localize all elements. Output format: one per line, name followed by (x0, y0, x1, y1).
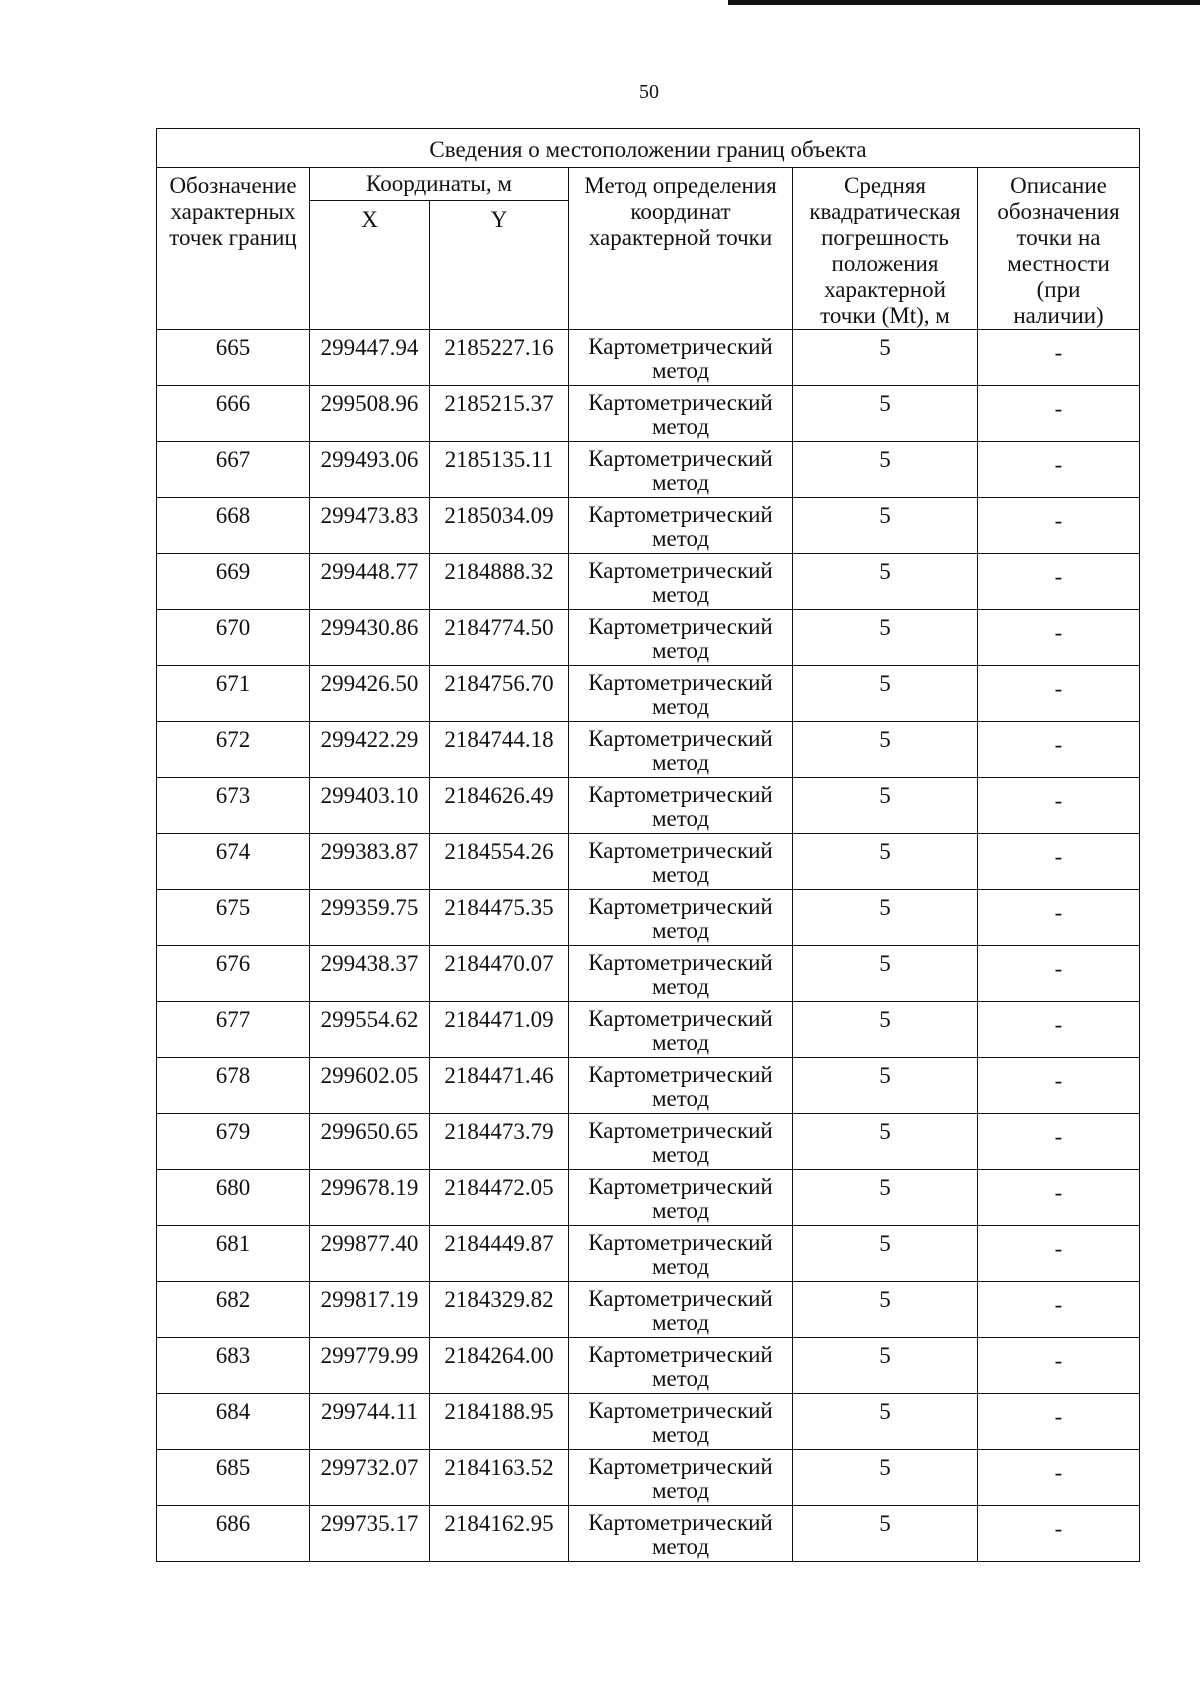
cell-method-line: Картометрический (588, 446, 773, 471)
cell-error: 5 (793, 946, 978, 1002)
cell-point: 668 (157, 498, 310, 554)
cell-method (569, 1450, 793, 1506)
cell-description: - (978, 722, 1140, 778)
cell-method (569, 498, 793, 554)
cell-description: - (978, 498, 1140, 554)
cell-method-line: метод (651, 1422, 710, 1447)
cell-x: 299678.19 (310, 1170, 430, 1226)
cell-method-line: метод (651, 750, 710, 775)
cell-y: 2185034.09 (430, 498, 569, 554)
table-row (157, 1338, 1140, 1394)
cell-error: 5 (793, 1450, 978, 1506)
header-description-line: наличии) (1013, 303, 1104, 328)
cell-method-line: Картометрический (588, 950, 773, 975)
cell-description: - (978, 1506, 1140, 1562)
cell-point: 674 (157, 834, 310, 890)
cell-point: 677 (157, 1002, 310, 1058)
cell-point: 670 (157, 610, 310, 666)
cell-description: - (978, 1226, 1140, 1282)
table-row (157, 386, 1140, 442)
cell-point: 686 (157, 1506, 310, 1562)
table-row (157, 666, 1140, 722)
cell-method-line: Картометрический (588, 1174, 773, 1199)
cell-x: 299650.65 (310, 1114, 430, 1170)
header-y: Y (430, 201, 569, 330)
cell-description: - (978, 1394, 1140, 1450)
header-error-line: Средняя (844, 173, 926, 198)
cell-y: 2184475.35 (430, 890, 569, 946)
table-header (157, 129, 1140, 330)
cell-method-line: метод (651, 1198, 710, 1223)
cell-point: 676 (157, 946, 310, 1002)
boundary-coordinates-table (156, 128, 1140, 1562)
table-row (157, 1114, 1140, 1170)
cell-error: 5 (793, 1002, 978, 1058)
cell-method-line: Картометрический (588, 838, 773, 863)
table-row (157, 834, 1140, 890)
cell-description: - (978, 442, 1140, 498)
cell-point: 665 (157, 330, 310, 386)
cell-method (569, 1114, 793, 1170)
cell-method (569, 1282, 793, 1338)
cell-x: 299735.17 (310, 1506, 430, 1562)
cell-x: 299426.50 (310, 666, 430, 722)
cell-y: 2185215.37 (430, 386, 569, 442)
cell-method-line: метод (651, 414, 710, 439)
cell-description: - (978, 666, 1140, 722)
cell-method (569, 1226, 793, 1282)
cell-point: 681 (157, 1226, 310, 1282)
cell-method-line: метод (651, 862, 710, 887)
cell-description: - (978, 1002, 1140, 1058)
cell-y: 2184472.05 (430, 1170, 569, 1226)
cell-point: 672 (157, 722, 310, 778)
cell-method-line: Картометрический (588, 614, 773, 639)
cell-error: 5 (793, 1114, 978, 1170)
cell-error: 5 (793, 1226, 978, 1282)
header-description-line: Описание (1010, 173, 1107, 198)
cell-y: 2184188.95 (430, 1394, 569, 1450)
cell-description: - (978, 1282, 1140, 1338)
cell-method-line: Картометрический (588, 334, 773, 359)
table-row (157, 1282, 1140, 1338)
cell-description: - (978, 834, 1140, 890)
table-row (157, 1226, 1140, 1282)
cell-point: 666 (157, 386, 310, 442)
cell-description: - (978, 1058, 1140, 1114)
cell-error: 5 (793, 834, 978, 890)
cell-method (569, 834, 793, 890)
cell-description: - (978, 554, 1140, 610)
table-row (157, 442, 1140, 498)
cell-description: - (978, 890, 1140, 946)
cell-x: 299447.94 (310, 330, 430, 386)
cell-description: - (978, 330, 1140, 386)
table-row (157, 1058, 1140, 1114)
cell-error: 5 (793, 666, 978, 722)
cell-error: 5 (793, 1506, 978, 1562)
cell-method (569, 1002, 793, 1058)
table-row (157, 330, 1140, 386)
cell-error: 5 (793, 890, 978, 946)
cell-method-line: метод (651, 694, 710, 719)
cell-method-line: Картометрический (588, 1062, 773, 1087)
cell-method-line: метод (651, 1534, 710, 1559)
cell-method-line: метод (651, 470, 710, 495)
cell-error: 5 (793, 442, 978, 498)
table-row (157, 1394, 1140, 1450)
cell-method-line: метод (651, 1030, 710, 1055)
table-row (157, 1002, 1140, 1058)
cell-point: 684 (157, 1394, 310, 1450)
table-row (157, 610, 1140, 666)
cell-point: 669 (157, 554, 310, 610)
cell-x: 299602.05 (310, 1058, 430, 1114)
cell-error: 5 (793, 1170, 978, 1226)
cell-y: 2184470.07 (430, 946, 569, 1002)
header-point (157, 168, 310, 330)
cell-method-line: Картометрический (588, 894, 773, 919)
header-method-line: координат (630, 199, 731, 224)
header-error-line: точки (Mt), м (820, 303, 950, 328)
cell-method-line: метод (651, 974, 710, 999)
table-row (157, 498, 1140, 554)
cell-method-line: метод (651, 638, 710, 663)
cell-method-line: Картометрический (588, 502, 773, 527)
cell-method-line: Картометрический (588, 1118, 773, 1143)
cell-x: 299554.62 (310, 1002, 430, 1058)
cell-point: 682 (157, 1282, 310, 1338)
cell-method (569, 442, 793, 498)
cell-method (569, 1338, 793, 1394)
cell-y: 2184162.95 (430, 1506, 569, 1562)
cell-method-line: метод (651, 1366, 710, 1391)
table-caption: Сведения о местоположении границ объекта (157, 129, 1140, 168)
cell-y: 2184473.79 (430, 1114, 569, 1170)
cell-y: 2184744.18 (430, 722, 569, 778)
cell-method-line: метод (651, 526, 710, 551)
cell-x: 299383.87 (310, 834, 430, 890)
cell-error: 5 (793, 554, 978, 610)
header-description-line: (при (1036, 277, 1081, 302)
cell-method-line: метод (651, 582, 710, 607)
cell-description: - (978, 778, 1140, 834)
cell-description: - (978, 1114, 1140, 1170)
cell-method (569, 1058, 793, 1114)
table-row (157, 1170, 1140, 1226)
cell-method (569, 1170, 793, 1226)
cell-method-line: Картометрический (588, 1342, 773, 1367)
cell-y: 2185227.16 (430, 330, 569, 386)
cell-point: 671 (157, 666, 310, 722)
cell-description: - (978, 610, 1140, 666)
cell-error: 5 (793, 778, 978, 834)
cell-description: - (978, 1450, 1140, 1506)
page-number: 50 (639, 81, 659, 103)
cell-point: 678 (157, 1058, 310, 1114)
header-point-line: точек границ (169, 225, 297, 250)
header-error (793, 168, 978, 330)
cell-x: 299359.75 (310, 890, 430, 946)
cell-method (569, 554, 793, 610)
cell-x: 299732.07 (310, 1450, 430, 1506)
cell-y: 2184626.49 (430, 778, 569, 834)
header-error-line: положения (831, 251, 939, 276)
cell-y: 2185135.11 (430, 442, 569, 498)
cell-method-line: Картометрический (588, 1398, 773, 1423)
header-description-line: обозначения (997, 199, 1120, 224)
cell-method-line: метод (651, 1142, 710, 1167)
cell-error: 5 (793, 1282, 978, 1338)
table-body (157, 330, 1140, 1562)
cell-x: 299448.77 (310, 554, 430, 610)
cell-y: 2184774.50 (430, 610, 569, 666)
cell-x: 299817.19 (310, 1282, 430, 1338)
cell-y: 2184756.70 (430, 666, 569, 722)
cell-point: 679 (157, 1114, 310, 1170)
cell-method-line: метод (651, 1254, 710, 1279)
cell-method (569, 386, 793, 442)
header-coordinates: Координаты, м (310, 168, 569, 201)
header-method-line: характерной точки (588, 225, 773, 250)
cell-method-line: Картометрический (588, 782, 773, 807)
cell-error: 5 (793, 610, 978, 666)
cell-point: 673 (157, 778, 310, 834)
cell-method-line: Картометрический (588, 726, 773, 751)
cell-method-line: метод (651, 358, 710, 383)
cell-method (569, 666, 793, 722)
cell-x: 299422.29 (310, 722, 430, 778)
cell-method-line: Картометрический (588, 670, 773, 695)
cell-method (569, 610, 793, 666)
cell-method-line: Картометрический (588, 558, 773, 583)
cell-method-line: Картометрический (588, 1510, 773, 1535)
cell-error: 5 (793, 330, 978, 386)
header-x: X (310, 201, 430, 330)
cell-error: 5 (793, 498, 978, 554)
cell-y: 2184888.32 (430, 554, 569, 610)
table-row (157, 946, 1140, 1002)
cell-method (569, 890, 793, 946)
cell-point: 683 (157, 1338, 310, 1394)
header-method-line: Метод определения (584, 173, 777, 198)
top-border-rule (728, 0, 1200, 5)
cell-x: 299430.86 (310, 610, 430, 666)
cell-x: 299473.83 (310, 498, 430, 554)
cell-method (569, 1394, 793, 1450)
cell-description: - (978, 386, 1140, 442)
cell-x: 299877.40 (310, 1226, 430, 1282)
cell-x: 299403.10 (310, 778, 430, 834)
cell-point: 675 (157, 890, 310, 946)
cell-description: - (978, 1338, 1140, 1394)
cell-point: 685 (157, 1450, 310, 1506)
cell-description: - (978, 1170, 1140, 1226)
header-error-line: квадратическая (809, 199, 961, 224)
cell-y: 2184264.00 (430, 1338, 569, 1394)
header-description (978, 168, 1140, 330)
cell-point: 667 (157, 442, 310, 498)
cell-x: 299508.96 (310, 386, 430, 442)
header-method (569, 168, 793, 330)
header-description-line: точки на (1016, 225, 1101, 250)
cell-y: 2184163.52 (430, 1450, 569, 1506)
table-row (157, 1450, 1140, 1506)
cell-method-line: метод (651, 1478, 710, 1503)
table-row (157, 554, 1140, 610)
cell-method-line: Картометрический (588, 1454, 773, 1479)
cell-method-line: Картометрический (588, 1006, 773, 1031)
cell-method (569, 722, 793, 778)
cell-y: 2184554.26 (430, 834, 569, 890)
header-error-line: погрешность (821, 225, 949, 250)
cell-method (569, 1506, 793, 1562)
cell-y: 2184471.09 (430, 1002, 569, 1058)
header-error-line: характерной (824, 277, 946, 302)
cell-y: 2184329.82 (430, 1282, 569, 1338)
cell-x: 299744.11 (310, 1394, 430, 1450)
header-description-line: местности (1007, 251, 1110, 276)
cell-method-line: Картометрический (588, 1230, 773, 1255)
cell-error: 5 (793, 722, 978, 778)
table-row (157, 778, 1140, 834)
header-point-line: характерных (170, 199, 296, 224)
cell-method-line: Картометрический (588, 1286, 773, 1311)
header-point-line: Обозначение (169, 173, 297, 198)
cell-point: 680 (157, 1170, 310, 1226)
table-row (157, 1506, 1140, 1562)
cell-error: 5 (793, 1394, 978, 1450)
cell-y: 2184449.87 (430, 1226, 569, 1282)
cell-error: 5 (793, 1058, 978, 1114)
cell-method (569, 330, 793, 386)
cell-description: - (978, 946, 1140, 1002)
cell-method-line: метод (651, 1086, 710, 1111)
cell-method (569, 778, 793, 834)
table-row (157, 890, 1140, 946)
cell-method-line: Картометрический (588, 390, 773, 415)
cell-method (569, 946, 793, 1002)
cell-error: 5 (793, 386, 978, 442)
cell-x: 299779.99 (310, 1338, 430, 1394)
cell-method-line: метод (651, 1310, 710, 1335)
cell-y: 2184471.46 (430, 1058, 569, 1114)
cell-x: 299438.37 (310, 946, 430, 1002)
cell-method-line: метод (651, 918, 710, 943)
cell-x: 299493.06 (310, 442, 430, 498)
table-row (157, 722, 1140, 778)
cell-method-line: метод (651, 806, 710, 831)
cell-error: 5 (793, 1338, 978, 1394)
